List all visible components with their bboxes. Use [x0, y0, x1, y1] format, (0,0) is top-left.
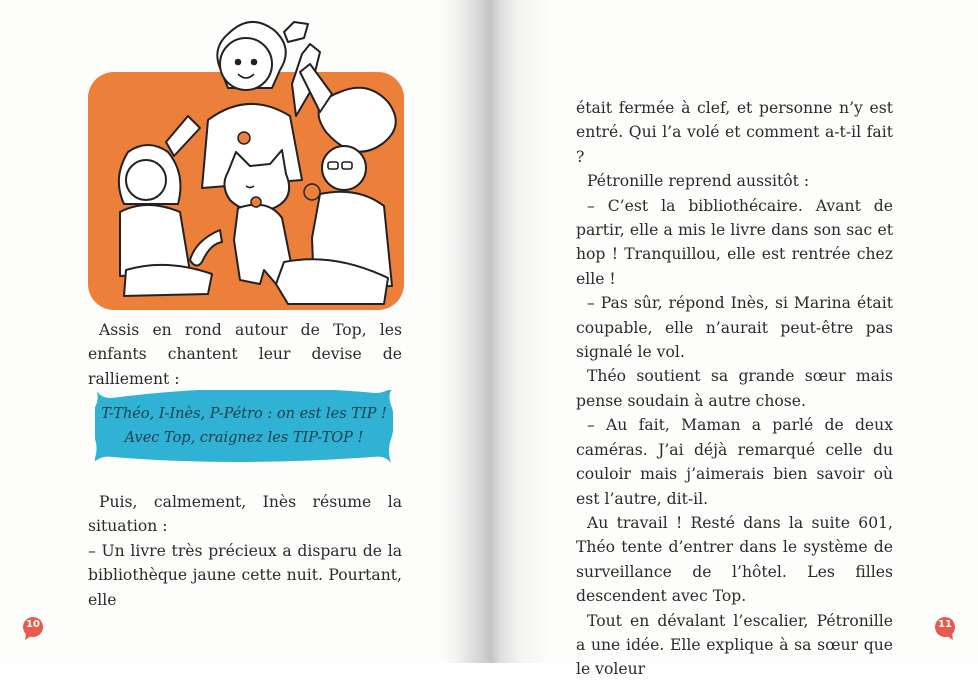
chant-text: [95, 402, 393, 450]
chant-line-2: Avec Top, craignez les TIP-TOP !: [124, 430, 364, 446]
right-paragraph: Théo soutient sa grande sœur mais pense soudain à autre chose.: [576, 367, 893, 410]
right-paragraph: – Pas sûr, répond Inès, si Marina était coupable, elle n’aurait peut-être pas signalé le vol.: [576, 294, 893, 362]
right-paragraph: Tout en dévalant l’escalier, Pétronille a une idée. Elle explique à sa sœur que le voleur: [576, 611, 893, 679]
left-paragraph-2: [88, 490, 402, 612]
right-text-column: [576, 96, 893, 682]
right-page: [490, 0, 978, 679]
right-paragraph: Pétronille reprend aussitôt :: [587, 172, 810, 191]
right-paragraph: – C’est la bibliothécaire. Avant de partir, elle a mis le livre dans son sac et hop ! Tranquillou, elle est rentrée chez elle !: [576, 196, 893, 288]
page-number-right: [934, 616, 956, 638]
intro-text: Assis en rond autour de Top, les enfants chantent leur devise de ralliement :: [88, 321, 402, 388]
summary-dialogue: – Un livre très précieux a disparu de la bibliothèque jaune cette nuit. Pourtant, elle: [88, 541, 402, 609]
page-number-left-text: 10: [26, 619, 40, 630]
children-and-cat-illustration: [88, 12, 404, 312]
left-paragraph-1: [88, 318, 402, 391]
chant-speech-bubble: [95, 390, 393, 468]
right-paragraph: – Au fait, Maman a parlé de deux caméras. J’ai déjà remarqué celle du couloir mais j’aimerais bien savoir où est l’autre, dit-il.: [576, 416, 893, 508]
illustration-drawing: [88, 12, 404, 312]
chant-line-1: T-Théo, I-Inès, P-Pétro : on est les TIP !: [101, 406, 387, 422]
right-paragraph: était fermée à clef, et personne n’y est entré. Qui l’a volé et comment a-t-il fait ?: [576, 99, 893, 166]
right-paragraph: Au travail ! Resté dans la suite 601, Théo tente d’entrer dans le système de surveillance de l’hôtel. Les filles descendent avec Top.: [576, 513, 893, 606]
page-number-left: [22, 616, 44, 638]
left-page: [0, 0, 460, 663]
summary-intro: Puis, calmement, Inès résume la situation :: [88, 493, 402, 536]
page-number-right-text: 11: [938, 619, 952, 630]
